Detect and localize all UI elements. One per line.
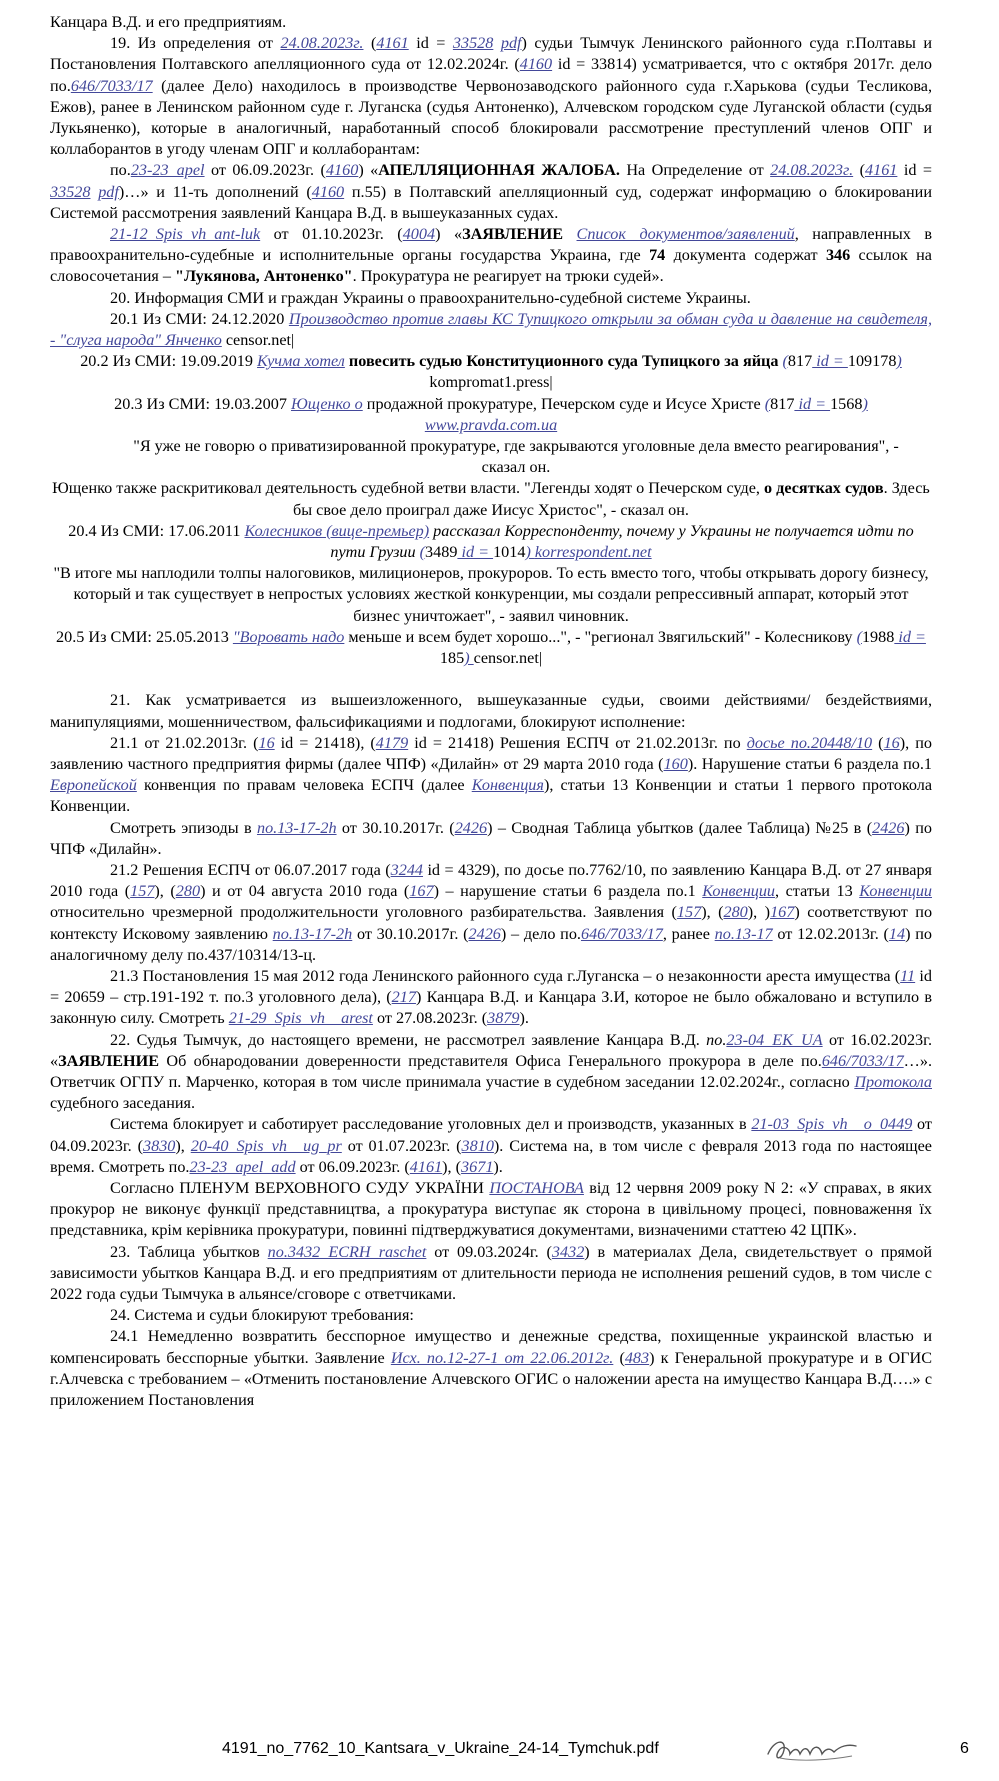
document-link[interactable]: 21-12_Spis_vh_ant-luk [110, 225, 261, 244]
document-link[interactable]: Конвенции [702, 882, 776, 901]
document-link[interactable]: 16 [883, 733, 900, 752]
paragraph: 21. Как усматривается из вышеизложенного, вышеуказанные судьи, своими действиями/ бездействиями, манипуляциями, мошенничеством, фальсификациями и подлогами, блокируют исполнение: [50, 691, 932, 731]
document-link[interactable]: 33528 [50, 182, 91, 201]
paragraph: 20.5 Из СМИ: 25.05.2013 "Воровать надо меньше и всем будет хорошо...", - "регионал Звягильский" - Колесникову (1988 id = 185) censor.net| [56, 627, 926, 668]
document-link[interactable]: 3830 [143, 1136, 176, 1155]
signature-icon [760, 1730, 860, 1766]
document-link[interactable]: 23-23_apel_add [189, 1157, 296, 1176]
document-link[interactable]: ( [856, 627, 862, 646]
paragraph: 20.2 Из СМИ: 19.09.2019 Кучма хотел повесить судью Конституционного суда Тупицкого за яйца (817 id = 109178) kompromat1.press| [80, 352, 902, 392]
paragraph: 23. Таблица убытков по.3432_ECRH_raschet от 09.03.2024г. (3432) в материалах Дела, свидетельствует о прямой зависимости убытков Канцара В.Д. и его предприятиям от длительности периода не исполнения решений судов, в том числе с 2022 года судьи Тымчука в альянсе/сговоре с ответчиками. [50, 1242, 932, 1303]
document-link[interactable]: 24.08.2023г. [280, 34, 364, 53]
document-link[interactable]: pdf [500, 34, 522, 53]
document-link[interactable]: 3244 [390, 860, 424, 879]
document-link[interactable]: ( [782, 352, 788, 371]
document-link[interactable]: 2426 [454, 818, 488, 837]
document-link[interactable]: Кучма хотел [257, 352, 345, 371]
document-link[interactable]: 33528 [452, 34, 494, 53]
paragraph: 20.3 Из СМИ: 19.03.2007 Ющенко о продажной прокуратуре, Печерском суде и Исусе Христе (817 id = 1568) www.pravda.com.ua [114, 394, 868, 434]
document-link[interactable]: 4160 [311, 182, 345, 201]
document-link[interactable]: по.13-17-2h [272, 924, 353, 943]
document-link[interactable]: 3432 [551, 1242, 585, 1261]
paragraph: по.23-23_apel от 06.09.2023г. (4160) «АПЕЛЛЯЦИОННАЯ ЖАЛОБА. На Определение от 24.08.2023г. (4161 id = 33528 pdf)…» и 11-ть дополнений (4160 п.55) в Полтавский апелляционный суд, содержат информацию о блокировании Системой рассмотрения заявлений Канцара В.Д. в вышеуказанных судах. [50, 161, 932, 222]
document-link[interactable]: 20-40_Spis_vh__ug_pr [190, 1136, 342, 1155]
document-link[interactable]: id = [794, 394, 831, 413]
paragraph: 21-12_Spis_vh_ant-luk от 01.10.2023г. (4004) «ЗАЯВЛЕНИЕ Список документов/заявлений, направленных в правоохранительно-судебные и исполнительные органы государства Украина, где 74 документа содержат 346 ссылок на словосочетания – "Лукянова, Антоненко". Прокуратура не реагирует на трюки судей». [50, 225, 932, 286]
document-link[interactable]: 2426 [468, 924, 501, 943]
paragraph: 21.2 Решения ЕСПЧ от 06.07.2017 года (3244 id = 4329), по досье по.7762/10, по заявлению Канцара В.Д. от 27 января 2010 года (157), (280) и от 04 августа 2010 года (167) – нарушение статьи 6 раздела по.1 Конвенции, статьи 13 Конвенции относительно чрезмерной продолжительности уголовного разбирательства. Заявления (157), (280), )167) соответствуют по контексту Исковому заявлению по.13-17-2h от 30.10.2017г. (2426) – дело по.646/7033/17, ранее по.13-17 от 12.02.2013г. (14) по аналогичному делу по.437/10314/13-ц. [50, 860, 932, 964]
paragraph: 21.3 Постановления 15 мая 2012 года Ленинского районного суда г.Луганска – о незаконности ареста имущества (11 id = 20659 – стр.191-192 т. по.3 уголовного дела), (217) Канцара В.Д. и Канцара З.И, которое не было обжаловано и вступило в законную силу. Смотреть 21-29_Spis_vh__arest от 27.08.2023г. (3879). [50, 966, 932, 1028]
document-link[interactable]: ) [464, 649, 474, 668]
document-link[interactable]: 483 [624, 1348, 650, 1367]
document-link[interactable]: досье по.20448/10 [746, 733, 873, 752]
document-link[interactable]: ) [896, 352, 902, 371]
document-link[interactable]: 24.08.2023г. [770, 161, 854, 180]
document-link[interactable]: 4160 [519, 55, 553, 74]
paragraph: 20.4 Из СМИ: 17.06.2011 Колесников (вице-премьер) рассказал Корреспонденту, почему у Украины не получается идти по пути Грузии (3489 id = 1014) korrespondent.net [68, 521, 914, 562]
document-link[interactable]: Европейской [50, 776, 137, 795]
document-link[interactable]: Протокола [854, 1072, 932, 1091]
document-link[interactable]: id = [812, 352, 848, 371]
document-link[interactable]: 217 [391, 988, 416, 1007]
paragraph: 20. Информация СМИ и граждан Украины о правоохранительно-судебной системе Украины. [110, 288, 751, 307]
paragraph: 24. Система и судьи блокируют требования: [110, 1306, 414, 1325]
paragraph: 21.1 от 21.02.2013г. (16 id = 21418), (4179 id = 21418) Решения ЕСПЧ от 21.02.2013г. по досье по.20448/10 (16), по заявлению частного предприятия фирмы (далее ЧПФ) «Дилайн» от 29 марта 2010 года (160). Нарушение статьи 6 раздела по.1 Европейской конвенция по правам человека ЕСПЧ (далее Конвенция), статьи 13 Конвенции и статьи 1 первого протокола Конвенции. [50, 733, 932, 816]
document-link[interactable]: ( [419, 543, 426, 562]
paragraph: 19. Из определения от 24.08.2023г. (4161 id = 33528 pdf) судьи Тымчук Ленинского районного суда г.Полтавы и Постановления Полтавского апелляционного суда от 12.02.2024г. (4160 id = 33814) усматривается, что с октября 2017г. дело по.646/7033/17 (далее Дело) находилось в производстве Червонозаводского районного суда г.Харькова (судьи Тесликова, Ежов), ранее в Ленинском районном суде г. Луганска (судья Антоненко), Алчевском городском суде Луганской области (судья Лукьяненко), которые в аналогичный, наработанный способ блокировали рассмотрение преступлений членов ОПГ и коллаборантов в угоду членам ОПГ и коллаборантам: [50, 34, 932, 159]
paragraph-gap [50, 669, 932, 690]
document-link[interactable]: 14 [888, 924, 906, 943]
document-link[interactable]: 157 [130, 882, 155, 901]
paragraph: Согласно ПЛЕНУМ ВЕРХОВНОГО СУДУ УКРАЇНИ ПОСТАНОВА від 12 червня 2009 року N 2: «У справах, в яких прокурор не виконує функції представництва, а прокуратура виступає як сторона в цивільному процесі, повноваження їх представника, крім керівника прокуратури, повинні підтверджуватися документами, визначеними статтею 42 ЦПК». [50, 1178, 932, 1240]
paragraph: Ющенко также раскритиковал деятельность судебной ветви власти. "Легенды ходят о Печерском суде, о десятках судов. Здесь бы свое дело проиграл даже Иисус Христос", - сказал он. [52, 479, 930, 519]
document-link[interactable]: 21-03_Spis_vh__o_0449 [751, 1115, 913, 1134]
document-link[interactable]: Конвенция [471, 776, 544, 795]
document-link[interactable]: Производство против главы КС Тупицкого открыли за обман суда и давление на свидетеля, - "слуга народа" Янченко [50, 309, 932, 350]
document-link[interactable]: 4161 [865, 161, 898, 180]
document-link[interactable]: 4179 [375, 733, 409, 752]
paragraph: "Я уже не говорю о приватизированной прокуратуре, где закрываются уголовные дела вместо реагирования", - сказал он. [133, 437, 899, 477]
document-link[interactable]: www.pravda.com.ua [424, 415, 558, 434]
document-link[interactable]: 23-04_EK_UA [726, 1030, 823, 1049]
document-link[interactable]: 160 [663, 754, 688, 773]
document-link[interactable]: по.13-17-2h [256, 818, 337, 837]
document-link[interactable]: Ющенко о [290, 394, 363, 413]
document-link[interactable]: pdf [98, 182, 119, 201]
paragraph: 20.1 Из СМИ: 24.12.2020 Производство против главы КС Тупицкого открыли за обман суда и давление на свидетеля, - "слуга народа" Янченко censor.net| [50, 309, 932, 350]
document-link[interactable]: 11 [900, 966, 916, 985]
paragraph: Смотреть эпизоды в по.13-17-2h от 30.10.2017г. (2426) – Сводная Таблица убытков (далее Таблица) №25 в (2426) по ЧПФ «Дилайн». [50, 818, 932, 858]
document-link[interactable]: 280 [723, 903, 748, 922]
document-link[interactable]: 646/7033/17 [580, 924, 663, 943]
paragraph: Канцара В.Д. и его предприятиям. [50, 13, 287, 31]
document-link[interactable]: 3810 [461, 1136, 494, 1155]
document-link[interactable]: 21-29_Spis_vh__arest [228, 1009, 373, 1028]
document-link[interactable]: 3879 [487, 1009, 520, 1028]
document-link[interactable]: по.3432_ECRH_raschet [267, 1242, 427, 1261]
document-link[interactable]: id = [457, 543, 494, 562]
document-link[interactable]: 167 [770, 903, 795, 922]
paragraph: 24.1 Немедленно возвратить бесспорное имущество и денежные средства, похищенные украинской властью и компенсировать бесспорные убытки. Заявление Исх. по.12-27-1 от 22.06.2012г. (483) к Генеральной прокуратуре и в ОГИС г.Алчевска с требованием – «Отменить постановление Алчевского ОГИС о наложении ареста на имущество Канцара В.Д….» с приложением Постановления [50, 1327, 932, 1409]
document-link[interactable]: 157 [676, 903, 702, 922]
document-link[interactable]: 4160 [325, 161, 359, 180]
document-link[interactable]: 3671 [461, 1157, 494, 1176]
document-link[interactable]: 167 [409, 882, 434, 901]
document-link[interactable]: 4161 [376, 34, 409, 53]
document-link[interactable]: Конвенции [859, 882, 932, 901]
document-body [50, 12, 932, 1717]
document-link[interactable]: Исх. по.12-27-1 от 22.06.2012г. [390, 1348, 614, 1367]
document-link[interactable]: 2426 [872, 818, 905, 837]
document-link[interactable]: Список документов/заявлений [576, 225, 795, 244]
page-number: 6 [960, 1740, 969, 1757]
document-link[interactable]: 4161 [409, 1157, 443, 1176]
document-link[interactable]: 23-23_apel [130, 161, 205, 180]
document-link[interactable]: ( [764, 394, 771, 413]
document-link[interactable]: 280 [175, 882, 201, 901]
document-link[interactable]: ПОСТАНОВА [489, 1178, 584, 1197]
document-link[interactable]: id = [894, 627, 926, 646]
page-footer [0, 1736, 999, 1768]
paragraph: "В итоге мы наплодили толпы налоговиков, милиционеров, прокуроров. То есть вместо того, чтобы открывать дорогу бизнесу, который и так существует в непростых условиях жесткой конкуренции, мы создали репрессивный аппарат, который этот бизнес уничтожает", - заявил чиновник. [53, 564, 929, 625]
document-link[interactable]: 16 [258, 733, 275, 752]
paragraph: Система блокирует и саботирует расследование уголовных дел и производств, указанных в 21-03_Spis_vh__o_0449 от 04.09.2023г. (3830), 20-40_Spis_vh__ug_pr от 01.07.2023г. (3810). Система на, в том числе с февраля 2013 года по настоящее время. Смотреть по.23-23_apel_add от 06.09.2023г. (4161), (3671). [50, 1115, 932, 1176]
document-link[interactable]: "Воровать надо [232, 627, 345, 646]
document-link[interactable]: 646/7033/17 [70, 76, 153, 95]
document-link[interactable]: korrespondent.net [534, 543, 652, 562]
document-link[interactable]: 646/7033/17 [821, 1051, 904, 1070]
document-link[interactable]: 4004 [402, 225, 436, 244]
document-link[interactable]: ) [862, 394, 868, 413]
paragraph: 22. Судья Тымчук, до настоящего времени, не рассмотрел заявление Канцара В.Д. по.23-04_EK_UA от 16.02.2023г. «ЗАЯВЛЕНИЕ Об обнародовании доверенности представителя Офиса Генерального прокурора в деле по.646/7033/17…». Ответчик ОГПУ п. Марченко, которая в том числе принимала участие в судебном заседании 12.02.2024г., согласно Протокола судебного заседания. [50, 1030, 932, 1113]
document-link[interactable]: ) [525, 543, 535, 562]
footer-filename: 4191_no_7762_10_Kantsara_v_Ukraine_24-14_Tymchuk.pdf [222, 1740, 659, 1757]
document-link[interactable]: по.13-17 [714, 924, 773, 943]
document-link[interactable]: Колесников (вице-премьер) [244, 521, 430, 540]
